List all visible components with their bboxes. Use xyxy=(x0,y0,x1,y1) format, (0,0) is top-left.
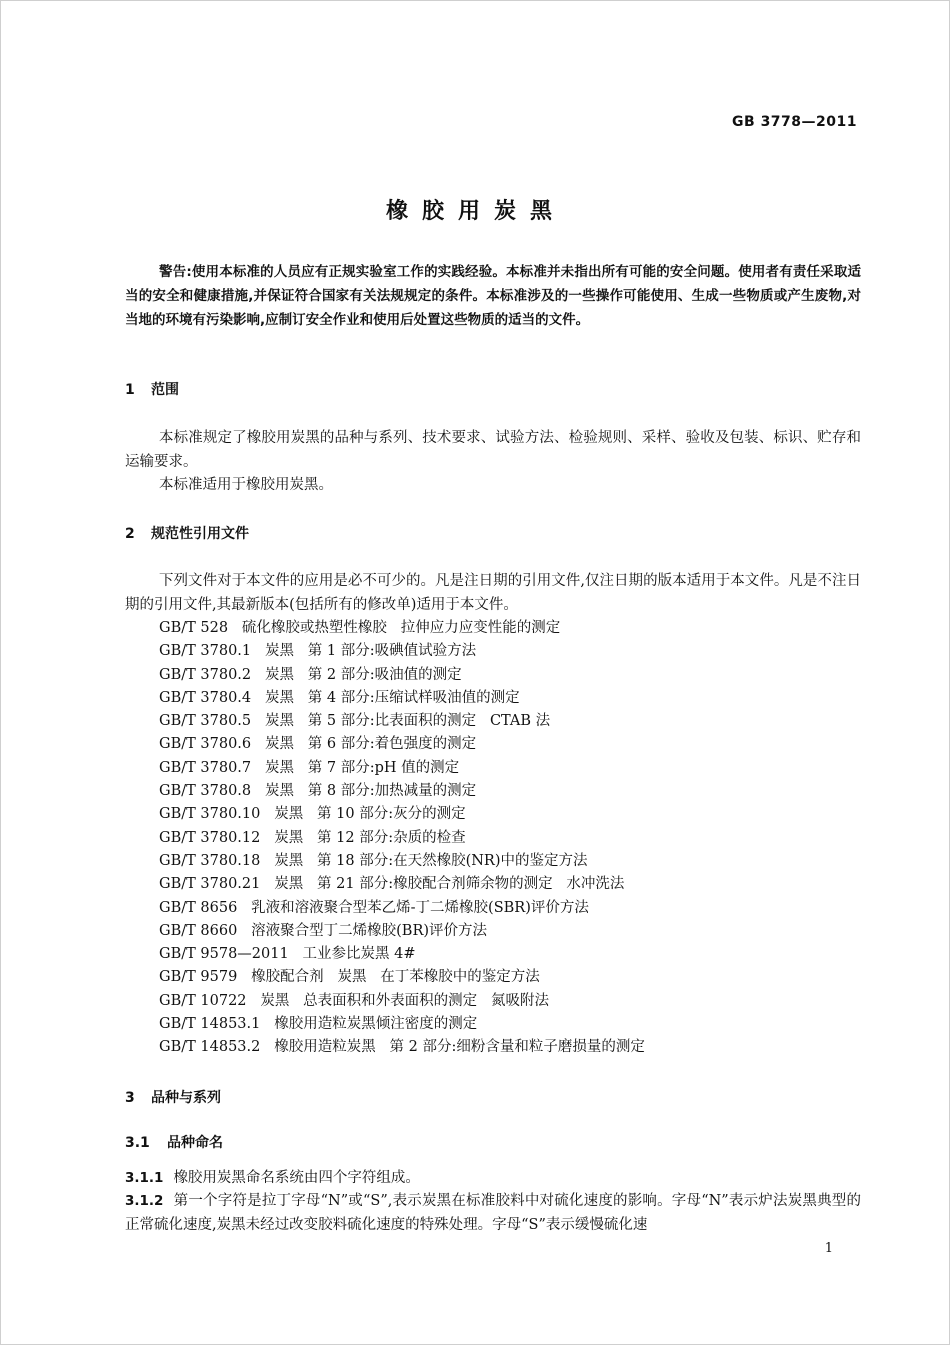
reference-item: GB/T 3780.10 炭黑 第 10 部分:灰分的测定 xyxy=(159,806,466,823)
page-number: 1 xyxy=(824,1241,833,1256)
references-intro: 下列文件对于本文件的应用是必不可少的。凡是注日期的引用文件,仅注日期的版本适用于本文件。凡是不注日期的引用文件,其最新版本(包括所有的修改单)适用于本文件。 xyxy=(125,573,861,613)
clause-text: 橡胶用炭黑命名系统由四个字符组成。 xyxy=(173,1170,420,1186)
section-2-intro xyxy=(125,570,861,617)
section-2-heading xyxy=(125,523,249,543)
reference-item: GB/T 9578—2011 工业参比炭黑 4# xyxy=(159,946,416,963)
clause-3-1-2 xyxy=(125,1190,861,1237)
section-number: 2 xyxy=(125,526,135,542)
page-title: 橡胶用炭黑 xyxy=(385,199,566,224)
section-title: 品种与系列 xyxy=(151,1090,221,1106)
section-3-heading xyxy=(125,1087,221,1107)
clause-3-1-1 xyxy=(125,1167,861,1191)
reference-item: GB/T 3780.18 炭黑 第 18 部分:在天然橡胶(NR)中的鉴定方法 xyxy=(159,852,588,869)
reference-item: GB/T 528 硫化橡胶或热塑性橡胶 拉伸应力应变性能的测定 xyxy=(159,620,561,636)
standard-number: GB 3778—2011 xyxy=(732,114,857,130)
reference-item: GB/T 8660 溶液聚合型丁二烯橡胶(BR)评价方法 xyxy=(159,922,488,939)
reference-item: GB/T 3780.8 炭黑 第 8 部分:加热减量的测定 xyxy=(159,783,477,800)
reference-item: GB/T 3780.21 炭黑 第 21 部分:橡胶配合剂筛余物的测定 水冲洗法 xyxy=(159,876,625,893)
reference-item: GB/T 9579 橡胶配合剂 炭黑 在丁苯橡胶中的鉴定方法 xyxy=(159,969,540,986)
reference-list xyxy=(159,617,645,1060)
clause-number: 3.1.1 xyxy=(125,1170,164,1186)
subsection-3-1-heading xyxy=(125,1132,223,1152)
section-number: 1 xyxy=(125,382,135,398)
scope-paragraph: 本标准适用于橡胶用炭黑。 xyxy=(159,477,333,493)
section-number: 3 xyxy=(125,1090,135,1106)
reference-item: GB/T 3780.12 炭黑 第 12 部分:杂质的检查 xyxy=(159,829,466,846)
reference-item: GB/T 14853.1 橡胶用造粒炭黑倾注密度的测定 xyxy=(159,1016,478,1033)
reference-item: GB/T 14853.2 橡胶用造粒炭黑 第 2 部分:细粉含量和粒子磨损量的测定 xyxy=(159,1039,645,1056)
clause-number: 3.1.2 xyxy=(125,1193,164,1209)
reference-item: GB/T 10722 炭黑 总表面积和外表面积的测定 氮吸附法 xyxy=(159,992,550,1009)
subsection-number: 3.1 xyxy=(125,1135,150,1151)
section-title: 规范性引用文件 xyxy=(151,526,249,542)
reference-item: GB/T 3780.6 炭黑 第 6 部分:着色强度的测定 xyxy=(159,736,477,753)
reference-item: GB/T 8656 乳液和溶液聚合型苯乙烯-丁二烯橡胶(SBR)评价方法 xyxy=(159,899,589,916)
section-1-body xyxy=(125,427,861,498)
clause-text: 第一个字符是拉丁字母“N”或“S”,表示炭黑在标准胶料中对硫化速度的影响。字母“N”表示炉法炭黑典型的正常硫化速度,炭黑未经过改变胶料硫化速度的特殊处理。字母“S”表示缓慢硫化速 xyxy=(125,1193,861,1233)
scope-paragraph: 本标准规定了橡胶用炭黑的品种与系列、技术要求、试验方法、检验规则、采样、验收及包装、标识、贮存和运输要求。 xyxy=(125,430,861,470)
subsection-title: 品种命名 xyxy=(167,1135,223,1151)
reference-item: GB/T 3780.5 炭黑 第 5 部分:比表面积的测定 CTAB 法 xyxy=(159,713,551,730)
reference-item: GB/T 3780.4 炭黑 第 4 部分:压缩试样吸油值的测定 xyxy=(159,689,520,706)
section-1-heading xyxy=(125,379,179,399)
reference-item: GB/T 3780.2 炭黑 第 2 部分:吸油值的测定 xyxy=(159,666,462,683)
section-title: 范围 xyxy=(151,382,179,398)
warning-paragraph: 警告:使用本标准的人员应有正规实验室工作的实践经验。本标准并未指出所有可能的安全问题。使用者有责任采取适当的安全和健康措施,并保证符合国家有关法规规定的条件。本标准涉及的一些操作可能使用、生成一些物质或产生废物,对当地的环境有污染影响,应制订安全作业和使用后处置这些物质的适当的文件。 xyxy=(125,264,861,328)
reference-item: GB/T 3780.7 炭黑 第 7 部分:pH 值的测定 xyxy=(159,759,460,776)
reference-item: GB/T 3780.1 炭黑 第 1 部分:吸碘值试验方法 xyxy=(159,643,477,660)
